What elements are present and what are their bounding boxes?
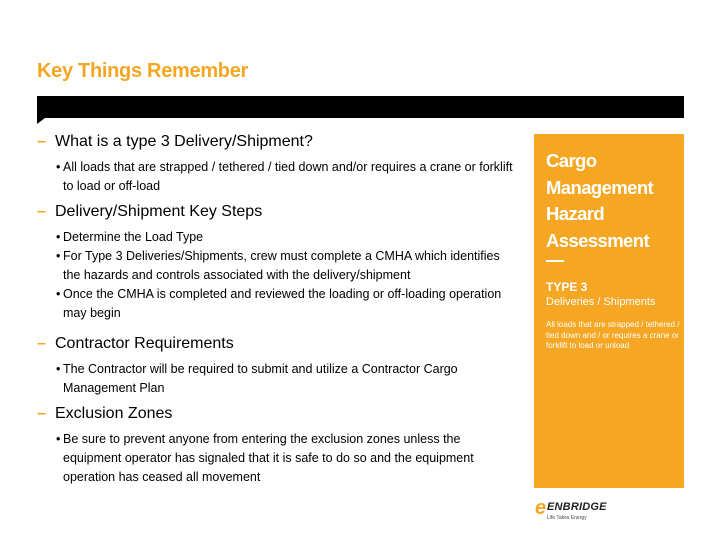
bullet-icon: • (56, 230, 61, 244)
dash-icon: – (37, 405, 46, 422)
header-bar (37, 96, 684, 118)
dash-icon: – (37, 335, 46, 352)
slide-title: Key Things Remember (37, 60, 249, 82)
logo-wordmark: ENBRIDGE (547, 501, 607, 513)
dash-icon: – (37, 203, 46, 220)
section-key-steps (37, 202, 517, 323)
section-contractor (37, 334, 517, 398)
card-type-label: TYPE 3 (546, 280, 588, 294)
bullet-list (37, 430, 517, 487)
bullet-item: • The Contractor will be required to submit and utilize a Contractor Cargo Management Plan (56, 362, 458, 395)
logo-e-icon: e (535, 497, 547, 519)
card-divider (546, 260, 564, 262)
bullet-list (37, 158, 517, 196)
card-subtitle: Deliveries / Shipments (546, 296, 656, 308)
bullet-icon: • (56, 160, 61, 174)
section-heading: – What is a type 3 Delivery/Shipment? (37, 133, 313, 150)
bullet-icon: • (56, 287, 61, 301)
section-type3 (37, 132, 517, 196)
card-title: Cargo Management Hazard Assessment (546, 150, 654, 251)
enbridge-logo (535, 497, 625, 527)
section-heading: – Contractor Requirements (37, 335, 234, 352)
bullet-icon: • (56, 362, 61, 376)
bullet-list (37, 228, 517, 323)
dash-icon: – (37, 133, 46, 150)
section-exclusion (37, 404, 517, 487)
section-heading: – Exclusion Zones (37, 405, 173, 422)
header-bar-notch (37, 118, 45, 124)
logo-tagline: Life Takes Energy (547, 515, 587, 521)
card-description: All loads that are strapped / tethered / tied down and / or requires a crane or forklift to load or unload (546, 320, 680, 350)
bullet-icon: • (56, 249, 61, 263)
bullet-item: • All loads that are strapped / tethered / tied down and/or requires a crane or forklift to load or off-load (56, 160, 513, 193)
bullet-icon: • (56, 432, 61, 446)
section-heading: – Delivery/Shipment Key Steps (37, 203, 263, 220)
bullet-item: • Once the CMHA is completed and reviewed the loading or off-loading operation may begin (56, 287, 502, 320)
cmha-card (534, 134, 684, 488)
bullet-list (37, 360, 517, 398)
bullet-item: • Determine the Load Type (37, 228, 517, 247)
bullet-item: • Be sure to prevent anyone from entering the exclusion zones unless the equipment operator has signaled that it is safe to do so and the equipment operation has ceased all movement (56, 432, 474, 484)
bullet-item: • For Type 3 Deliveries/Shipments, crew must complete a CMHA which identifies the hazards and controls associated with the delivery/shipment (56, 249, 500, 282)
